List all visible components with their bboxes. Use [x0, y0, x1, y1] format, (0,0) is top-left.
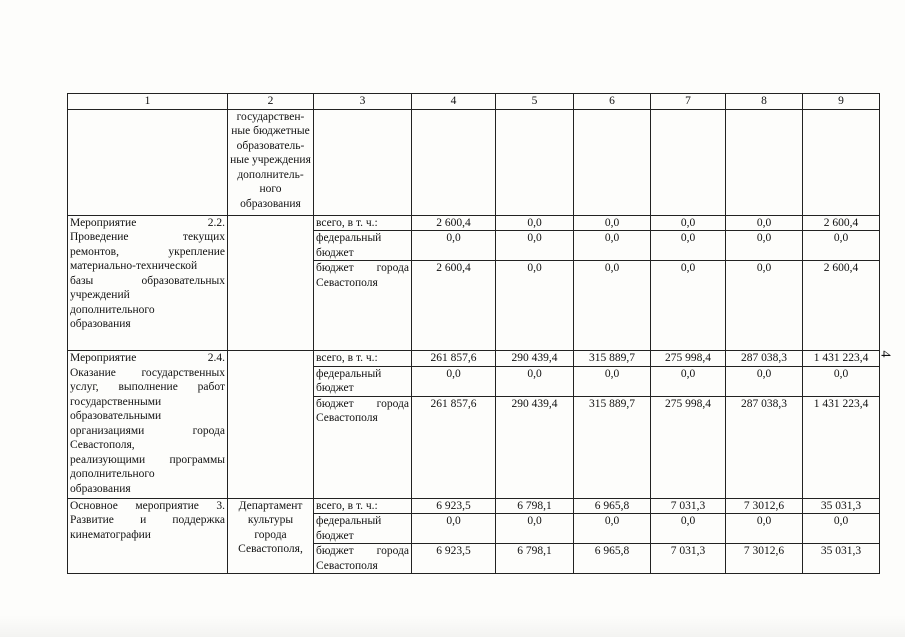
- amount-cell: 0,0: [651, 261, 726, 351]
- executor-line: ные учреждения: [230, 154, 311, 166]
- amount-cell: 0,0: [651, 514, 726, 544]
- funding-source-label: всего, в т. ч.:: [314, 351, 412, 367]
- amount-cell: 287 038,3: [726, 351, 803, 367]
- amount-cell: 6 923,5: [412, 544, 496, 574]
- measure-title-line: образовательными: [70, 410, 162, 422]
- measure-title-cell: [68, 351, 228, 499]
- measure-title-line: Мероприятие 2.4.: [70, 352, 225, 364]
- amount-cell: 6 923,5: [412, 498, 496, 514]
- amount-cell: 0,0: [651, 231, 726, 261]
- amount-cell: 0,0: [496, 261, 574, 351]
- amount-cell: 0,0: [574, 215, 651, 231]
- measure-title-line: учреждений: [70, 289, 130, 301]
- amount-cell: 2 600,4: [412, 215, 496, 231]
- amount-cell: 290 439,4: [496, 396, 574, 498]
- amount-cell: 290 439,4: [496, 351, 574, 367]
- empty-cell: [574, 109, 651, 215]
- empty-cell: [412, 109, 496, 215]
- header-row: [68, 94, 880, 110]
- amount-cell: 6 798,1: [496, 498, 574, 514]
- measure-title-line: Мероприятие 2.2.: [70, 216, 225, 229]
- executor-line: культуры: [247, 514, 294, 526]
- amount-cell: 2 600,4: [803, 215, 880, 231]
- measure-title-line: Оказание государственных: [70, 366, 225, 379]
- amount-cell: 0,0: [574, 366, 651, 396]
- executor-line: Севастополя,: [238, 543, 303, 555]
- amount-cell: 0,0: [574, 261, 651, 351]
- amount-cell: 261 857,6: [412, 396, 496, 498]
- amount-cell: 261 857,6: [412, 351, 496, 367]
- funding-source-label: федеральный бюджет: [314, 366, 412, 396]
- amount-cell: 287 038,3: [726, 396, 803, 498]
- amount-cell: 0,0: [651, 215, 726, 231]
- measure-title-line: государственными: [70, 395, 162, 408]
- executor-cell: [228, 109, 314, 215]
- amount-cell: 0,0: [803, 514, 880, 544]
- measure-title-line: Развитие и поддержка: [70, 514, 225, 526]
- amount-cell: 35 031,3: [803, 498, 880, 514]
- measure-title-line: материально-технической: [70, 260, 198, 272]
- amount-cell: 0,0: [496, 215, 574, 231]
- funding-source-label: федеральный бюджет: [314, 231, 412, 261]
- header-cell: 8: [726, 94, 803, 110]
- executor-cell: [228, 351, 314, 499]
- executor-line: государствен-: [236, 110, 305, 123]
- amount-cell: 1 431 223,4: [803, 396, 880, 498]
- measure-row: [68, 498, 880, 514]
- amount-cell: 0,0: [412, 231, 496, 261]
- executor-line: Департамент: [238, 499, 303, 512]
- measure-title-line: услуг, выполнение работ: [70, 381, 225, 393]
- header-cell: 6: [574, 94, 651, 110]
- budget-table: [67, 93, 880, 574]
- amount-cell: 0,0: [412, 514, 496, 544]
- measure-title-line: образования: [70, 482, 131, 495]
- amount-cell: 0,0: [651, 366, 726, 396]
- measure-title-line: Основное мероприятие 3.: [70, 499, 225, 512]
- empty-cell: [803, 109, 880, 215]
- funding-source-label: всего, в т. ч.:: [314, 498, 412, 514]
- amount-cell: 35 031,3: [803, 544, 880, 574]
- funding-source-label: федеральный бюджет: [314, 514, 412, 544]
- measure-title-line: кинематографии: [70, 528, 151, 541]
- empty-cell: [496, 109, 574, 215]
- amount-cell: 6 965,8: [574, 544, 651, 574]
- measure-title-line: Проведение текущих: [70, 231, 225, 243]
- amount-cell: 0,0: [574, 231, 651, 261]
- executor-cell: [228, 215, 314, 351]
- amount-cell: 0,0: [726, 366, 803, 396]
- amount-cell: 275 998,4: [651, 396, 726, 498]
- header-cell: 1: [68, 94, 228, 110]
- header-cell: 3: [314, 94, 412, 110]
- amount-cell: 0,0: [803, 366, 880, 396]
- funding-source-label: всего, в т. ч.:: [314, 215, 412, 231]
- measure-title-line: дополнительного: [70, 468, 155, 480]
- amount-cell: 0,0: [496, 514, 574, 544]
- amount-cell: 0,0: [726, 231, 803, 261]
- funding-source-label: бюджет города Севастополя: [314, 261, 412, 351]
- measure-title-line: реализующими программы: [70, 453, 225, 466]
- measure-title-line: образования: [70, 318, 131, 330]
- empty-cell: [68, 109, 228, 215]
- amount-cell: 0,0: [726, 514, 803, 544]
- amount-cell: 0,0: [726, 215, 803, 231]
- amount-cell: 7 3012,6: [726, 544, 803, 574]
- empty-cell: [726, 109, 803, 215]
- amount-cell: 2 600,4: [412, 261, 496, 351]
- amount-cell: 315 889,7: [574, 351, 651, 367]
- funding-source-label: бюджет города Севастополя: [314, 396, 412, 498]
- amount-cell: 7 3012,6: [726, 498, 803, 514]
- amount-cell: 0,0: [803, 231, 880, 261]
- measure-row: [68, 215, 880, 231]
- header-cell: 9: [803, 94, 880, 110]
- header-cell: 4: [412, 94, 496, 110]
- executor-cell: [228, 498, 314, 574]
- executor-line: ного: [259, 183, 282, 195]
- header-cell: 5: [496, 94, 574, 110]
- executor-line: города: [254, 528, 287, 541]
- amount-cell: 0,0: [726, 261, 803, 351]
- measure-title-line: Севастополя,: [70, 439, 135, 451]
- executor-line: образователь-: [236, 139, 305, 152]
- amount-cell: 0,0: [574, 514, 651, 544]
- executor-line: образования: [240, 197, 301, 210]
- measure-row: [68, 351, 880, 367]
- amount-cell: 6 798,1: [496, 544, 574, 574]
- budget-table-sheet: [67, 93, 880, 574]
- amount-cell: 0,0: [496, 231, 574, 261]
- measure-title-line: базы образовательных: [70, 274, 225, 287]
- executor-line: ные бюджетные: [231, 125, 310, 137]
- page-number: 4: [877, 350, 893, 358]
- measure-title-cell: [68, 498, 228, 574]
- empty-cell: [651, 109, 726, 215]
- measure-title-line: организациями города: [70, 424, 225, 437]
- measure-title-cell: [68, 215, 228, 351]
- empty-cell: [314, 109, 412, 215]
- measure-title-line: ремонтов, укрепление: [70, 245, 225, 258]
- amount-cell: 6 965,8: [574, 498, 651, 514]
- amount-cell: 7 031,3: [651, 498, 726, 514]
- header-cell: 7: [651, 94, 726, 110]
- intro-row: [68, 109, 880, 215]
- executor-line: дополнитель-: [237, 168, 304, 181]
- amount-cell: 0,0: [412, 366, 496, 396]
- amount-cell: 1 431 223,4: [803, 351, 880, 367]
- scan-shadow: [0, 615, 905, 637]
- amount-cell: 315 889,7: [574, 396, 651, 498]
- measure-title-line: дополнительного: [70, 303, 155, 316]
- header-cell: 2: [228, 94, 314, 110]
- amount-cell: 7 031,3: [651, 544, 726, 574]
- amount-cell: 0,0: [496, 366, 574, 396]
- funding-source-label: бюджет города Севастополя: [314, 544, 412, 574]
- amount-cell: 2 600,4: [803, 261, 880, 351]
- amount-cell: 275 998,4: [651, 351, 726, 367]
